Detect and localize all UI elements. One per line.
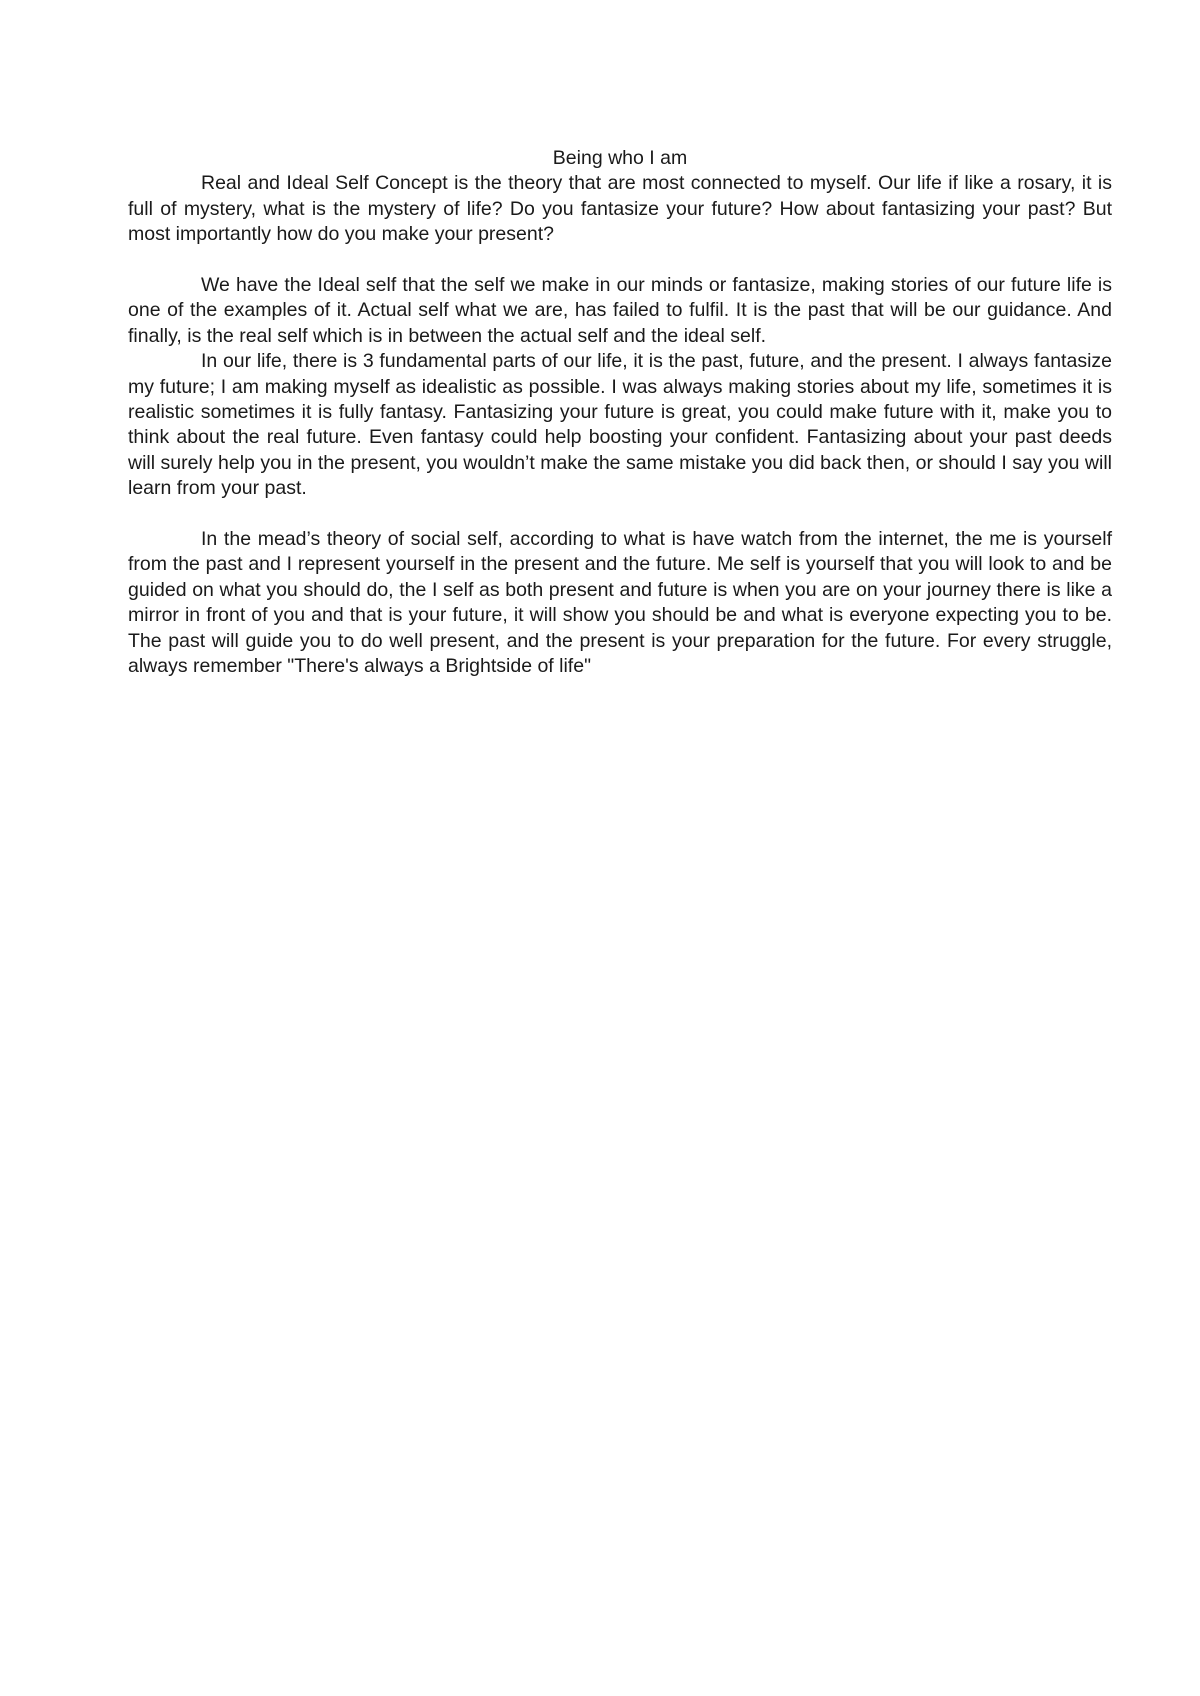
paragraph-2: We have the Ideal self that the self we make in our minds or fantasize, making stories of our future life is one of the examples of it. Actual self what we are, has failed to fulfil. It is the past that will be our guidance. And finally, is the real self which is in between the actual self and the ideal self. bbox=[128, 274, 1112, 347]
paragraph-3: In our life, there is 3 fundamental parts of our life, it is the past, future, and the present. I always fantasize my future; I am making myself as idealistic as possible. I was always making stories about my life, sometimes it is realistic sometimes it is fully fantasy. Fantasizing your future is great, you could make future with it, make you to think about the real future. Even fantasy could help boosting your confident. Fantasizing about your past deeds will surely help you in the present, you wouldn’t make the same mistake you did back then, or should I say you will learn from your past. bbox=[128, 350, 1112, 500]
paragraph-4: In the mead’s theory of social self, according to what is have watch from the internet, the me is yourself from the past and I represent yourself in the present and the future. Me self is yourself that you will look to and be guided on what you should do, the I self as both present and future is when you are on your journey there is like a mirror in front of you and that is your future, it will show you should be and what is everyone expecting you to be. The past will guide you to do well present, and the present is your preparation for the future. For every struggle, always remember "There's always a Brightside of life" bbox=[128, 528, 1112, 678]
paragraph-1: Real and Ideal Self Concept is the theory that are most connected to myself. Our life if like a rosary, it is full of mystery, what is the mystery of life? Do you fantasize your future? How about fantasizing your past? But most importantly how do you make your present? bbox=[128, 172, 1112, 246]
document-body bbox=[128, 146, 1112, 680]
document-title: Being who I am bbox=[552, 147, 688, 169]
paragraph-spacer bbox=[128, 248, 1112, 273]
paragraph-spacer bbox=[128, 502, 1112, 527]
